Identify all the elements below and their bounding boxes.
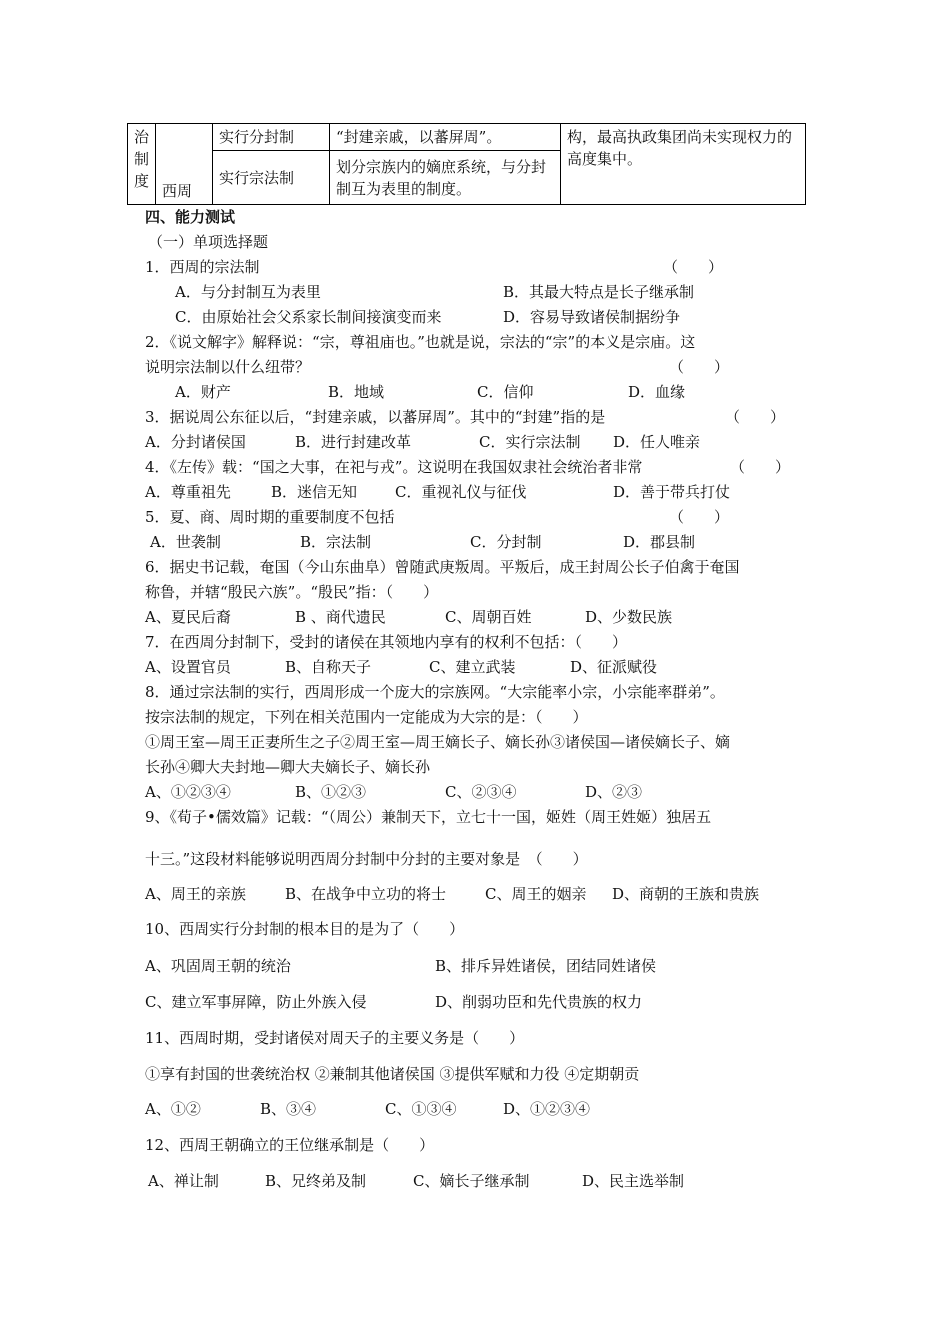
- option: A、①②: [145, 1100, 201, 1118]
- option: D、①②③④: [503, 1100, 591, 1118]
- question-8: 8．通过宗法制的实行，西周形成一个庞大的宗族网。“大宗能率小宗，小宗能率群弟”。: [145, 683, 725, 701]
- table-cell-desc: 划分宗族内的嫡庶系统，与分封制互为表里的制度。: [330, 151, 561, 205]
- option: A、周王的亲族: [145, 885, 246, 903]
- table-cell-category: [128, 124, 156, 205]
- option: A．与分封制互为表里: [175, 283, 321, 301]
- option: D、商朝的王族和贵族: [612, 885, 760, 903]
- option: D、征派赋役: [570, 658, 658, 676]
- answer-mark: （ ）: [669, 508, 730, 526]
- option: C、②③④: [445, 783, 517, 801]
- answer-mark: （ ）: [725, 408, 786, 426]
- option: B．进行封建改革: [295, 433, 412, 451]
- option: B、③④: [260, 1100, 317, 1118]
- category-char: 治: [133, 128, 149, 146]
- option: C．信仰: [477, 383, 534, 401]
- option: D、民主选举制: [582, 1172, 685, 1190]
- question-11-cont: ①享有封国的世袭统治权 ②兼制其他诸侯国 ③提供军赋和力役 ④定期朝贡: [145, 1065, 640, 1083]
- option: B、兄终弟及制: [265, 1172, 367, 1190]
- option: C、①③④: [385, 1100, 457, 1118]
- question-8-cont: 长孙④卿大夫封地—卿大夫嫡长子、嫡长孙: [145, 758, 431, 776]
- question-2: 2．《说文解字》解释说：“宗，尊祖庙也。”也就是说，宗法的“宗”的本义是宗庙。这: [145, 333, 696, 351]
- table-cell-name: 实行分封制: [213, 124, 330, 151]
- option: A．尊重祖先: [145, 483, 231, 501]
- question-10: 10、西周实行分封制的根本目的是为了（ ）: [145, 920, 465, 938]
- answer-mark: （ ）: [663, 258, 724, 276]
- option: D．血缘: [628, 383, 686, 401]
- option: D．容易导致诸侯制据纷争: [503, 308, 681, 326]
- question-6: 6．据史书记载，奄国（今山东曲阜）曾随武庚叛周。平叛后，成王封周公长子伯禽于奄国: [145, 558, 740, 576]
- category-char: 制: [133, 150, 149, 168]
- option: C、周朝百姓: [445, 608, 532, 626]
- table-cell-summary: 构，最高执政集团尚未实现权力的高度集中。: [561, 124, 806, 205]
- table-cell-desc: “封建亲戚，以蕃屏周”。: [330, 124, 561, 151]
- answer-mark: （ ）: [730, 458, 791, 476]
- option: B、①②③: [295, 783, 367, 801]
- question-3: 3．据说周公东征以后，“封建亲戚，以蕃屏周”。其中的“封建”指的是: [145, 408, 606, 426]
- option: B．宗法制: [300, 533, 372, 551]
- option: A、设置官员: [145, 658, 231, 676]
- option: A、夏民后裔: [145, 608, 231, 626]
- category-char: 度: [133, 172, 149, 190]
- question-1: 1．西周的宗法制: [145, 258, 260, 276]
- option: D、少数民族: [585, 608, 673, 626]
- table-cell-dynasty: [156, 124, 213, 205]
- question-4: 4．《左传》载：“国之大事，在祀与戎”。这说明在我国奴隶社会统治者非常: [145, 458, 643, 476]
- option: C、周王的姻亲: [485, 885, 587, 903]
- option: C．实行宗法制: [479, 433, 581, 451]
- question-9: 9、《荀子•儒效篇》记载：“（周公）兼制天下，立七十一国，姬姓（周王姓姬）独居五: [145, 808, 712, 826]
- option: C、建立军事屏障，防止外族入侵: [145, 993, 367, 1011]
- question-11: 11、西周时期，受封诸侯对周天子的主要义务是（ ）: [145, 1029, 525, 1047]
- option: C、嫡长子继承制: [413, 1172, 530, 1190]
- option: A．财产: [175, 383, 231, 401]
- question-9-cont: 十三。”这段材料能够说明西周分封制中分封的主要对象是 （ ）: [145, 850, 588, 868]
- option: B、在战争中立功的将士: [285, 885, 447, 903]
- question-6-cont: 称鲁，并辖“殷民六族”。“殷民”指：（ ）: [145, 583, 439, 601]
- option: D．郡县制: [623, 533, 696, 551]
- option: B、排斥异姓诸侯，团结同姓诸侯: [435, 957, 657, 975]
- option: B、自称天子: [285, 658, 372, 676]
- option: A．分封诸侯国: [145, 433, 246, 451]
- option: A、巩固周王朝的统治: [145, 957, 291, 975]
- question-8-cont: ①周王室—周王正妻所生之子②周王室—周王嫡长子、嫡长孙③诸侯国—诸侯嫡长子、嫡: [145, 733, 731, 751]
- question-12: 12、西周王朝确立的王位继承制是（ ）: [145, 1136, 435, 1154]
- option: B．迷信无知: [271, 483, 358, 501]
- answer-mark: （ ）: [669, 358, 730, 376]
- option: B．地域: [328, 383, 385, 401]
- option: C．重视礼仪与征伐: [395, 483, 527, 501]
- option: A．世袭制: [150, 533, 221, 551]
- question-2-cont: 说明宗法制以什么纽带？: [145, 358, 311, 376]
- option: B 、商代遗民: [295, 608, 386, 626]
- option: D．任人唯亲: [613, 433, 701, 451]
- option: D．善于带兵打仗: [613, 483, 731, 501]
- table-cell-name: 实行宗法制: [213, 151, 330, 205]
- option: D、②③: [585, 783, 643, 801]
- dynasty-label: 西周: [162, 182, 193, 200]
- option: C．分封制: [470, 533, 542, 551]
- system-table: [127, 123, 806, 205]
- option: B．其最大特点是长子继承制: [503, 283, 695, 301]
- subsection-title: （一）单项选择题: [148, 233, 269, 251]
- question-5: 5．夏、商、周时期的重要制度不包括: [145, 508, 395, 526]
- section-title: 四、能力测试: [145, 208, 236, 226]
- option: D、削弱功臣和先代贵族的权力: [435, 993, 643, 1011]
- option: C．由原始社会父系家长制间接演变而来: [175, 308, 442, 326]
- option: C、建立武装: [429, 658, 516, 676]
- option: A、①②③④: [145, 783, 231, 801]
- question-8-cont: 按宗法制的规定，下列在相关范围内一定能成为大宗的是：（ ）: [145, 708, 588, 726]
- question-7: 7．在西周分封制下，受封的诸侯在其领地内享有的权利不包括：（ ）: [145, 633, 628, 651]
- option: A、禅让制: [148, 1172, 219, 1190]
